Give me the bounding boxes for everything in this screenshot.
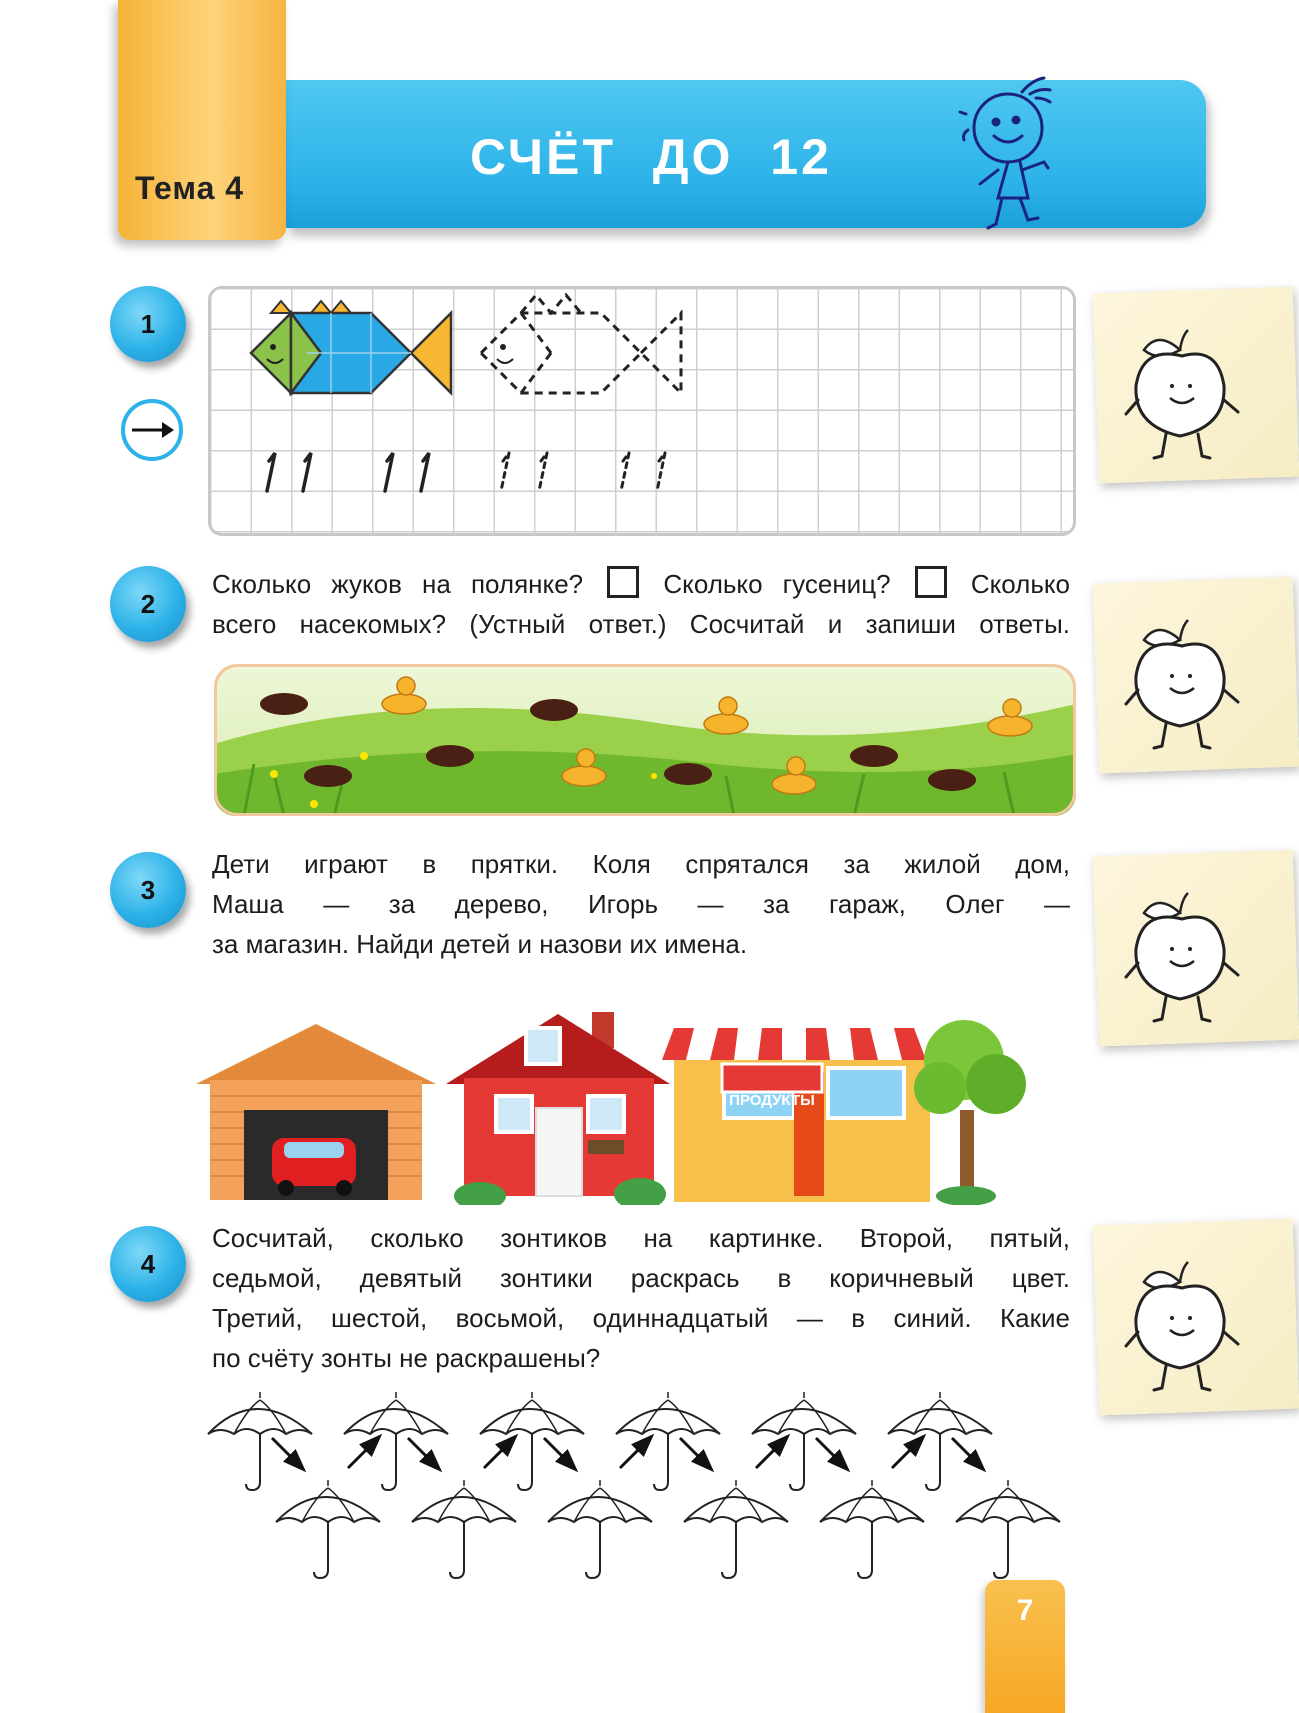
colored-fish-icon: [251, 301, 451, 393]
task-2-question-3: Сколько: [970, 569, 1070, 599]
number-eleven-examples: [267, 453, 429, 491]
task-1-badge: 1: [110, 286, 186, 362]
apple-character-icons: [1100, 300, 1290, 1430]
page-title: СЧЁТ ДО 12: [470, 129, 832, 185]
house-icon: [446, 1012, 670, 1205]
task-4-line-3: Третий, шестой, восьмой, одиннадцатый — в синий. Какие: [212, 1303, 1070, 1333]
direction-arrow-icon: [118, 396, 186, 464]
answer-box-caterpillars[interactable]: [915, 566, 947, 598]
task-3-line-1: Дети играют в прятки. Коля спрятался за жилой дом,: [212, 849, 1070, 879]
task-4-line-1: Сосчитай, сколько зонтиков на картинке. Второй, пятый,: [212, 1223, 1070, 1253]
hide-and-seek-picture: [196, 1000, 1076, 1205]
task-3-badge: 3: [110, 852, 186, 928]
dashed-fish-icon: [481, 295, 681, 393]
number-eleven-trace: [501, 453, 665, 491]
page-number: 7: [985, 1580, 1065, 1713]
tree-icon: [914, 1020, 1026, 1205]
meadow-insects-picture: [214, 664, 1076, 816]
drawing-grid: [208, 286, 1076, 536]
task-2-line-2: всего насекомых? (Устный ответ.) Сосчитай и запиши ответы.: [212, 609, 1070, 639]
task-2-text: [212, 564, 1070, 604]
task-3-line-2: Маша — за дерево, Игорь — за гараж, Олег —: [212, 889, 1070, 919]
task-4-line-4: по счёту зонты не раскрашены?: [212, 1343, 601, 1373]
topic-label: Тема 4: [135, 170, 245, 206]
girl-doodle-icon: [950, 70, 1080, 235]
shop-icon: [662, 1028, 942, 1202]
task-2-badge: 2: [110, 566, 186, 642]
umbrellas-sequence[interactable]: [206, 1392, 1086, 1582]
task-2-question-1: Сколько жуков на полянке?: [212, 569, 584, 599]
task-2-question-2: Сколько гусениц?: [663, 569, 891, 599]
shop-sign: ПРОДУКТЫ: [729, 1092, 815, 1109]
garage-icon: [196, 1024, 436, 1200]
task-3-line-3: за магазин. Найди детей и назови их имена.: [212, 929, 748, 959]
answer-box-beetles[interactable]: [607, 566, 639, 598]
task-4-badge: 4: [110, 1226, 186, 1302]
task-4-line-2: седьмой, девятый зонтики раскрась в коричневый цвет.: [212, 1263, 1070, 1293]
